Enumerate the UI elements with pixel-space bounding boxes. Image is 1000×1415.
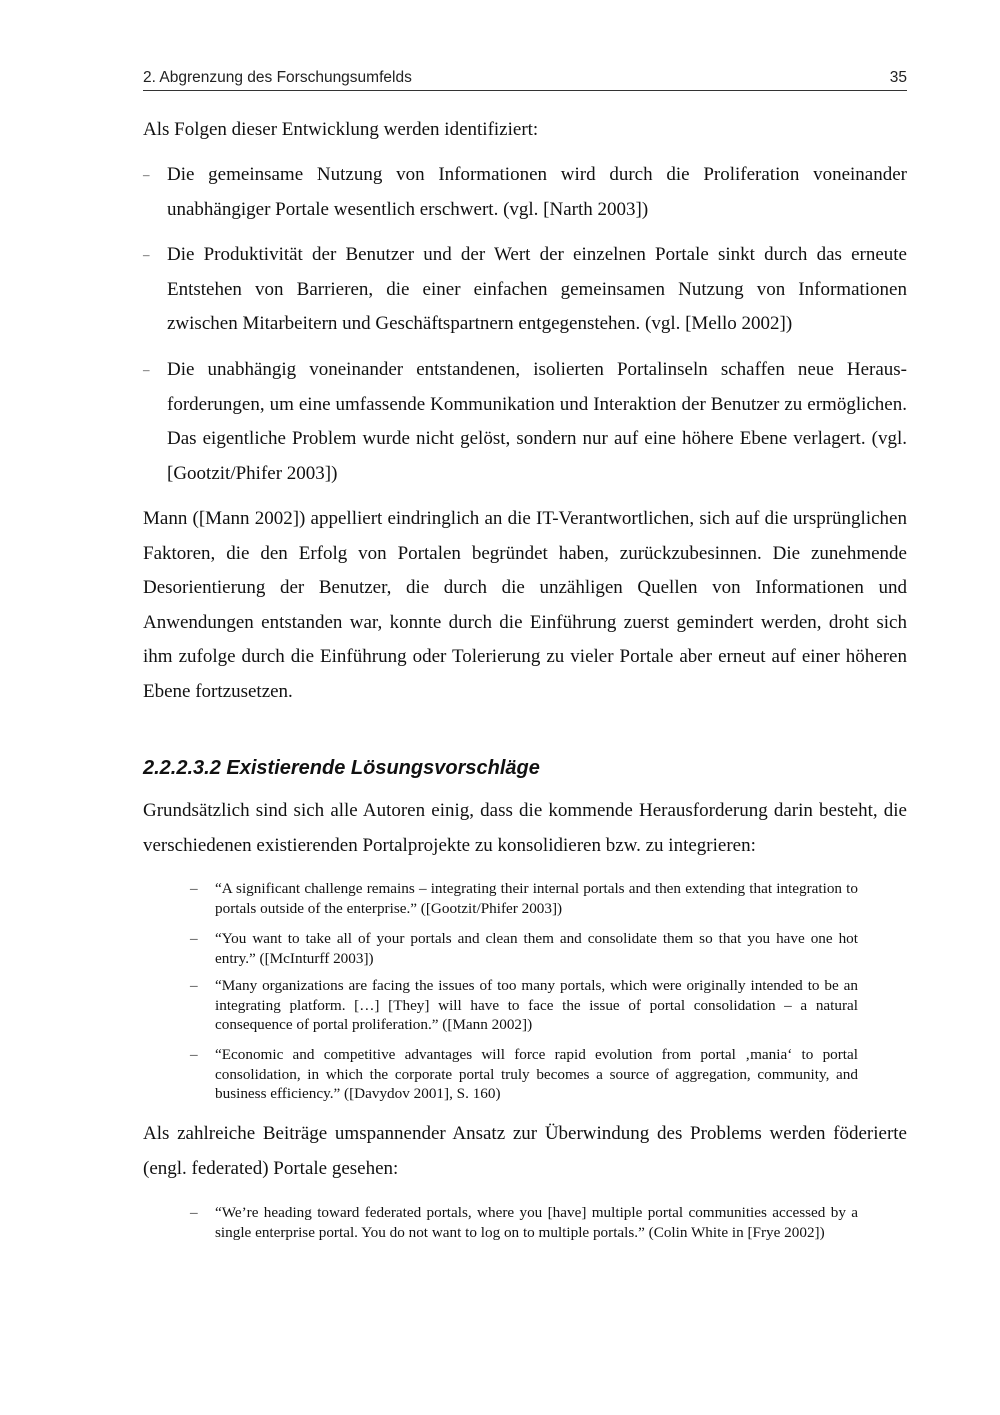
dash-bullet: – xyxy=(190,1204,198,1221)
dash-bullet: – xyxy=(190,977,198,994)
dash-bullet: – xyxy=(190,930,198,947)
running-header xyxy=(143,66,907,91)
dash-bullet: – xyxy=(143,362,150,377)
quote-text: “A significant challenge remains – integrating their internal portals and then extending that integration to portals outside of the enterprise.” ([Gootzit/Phifer 2003]) xyxy=(215,880,858,917)
dash-bullet: – xyxy=(190,880,198,897)
consequence-item xyxy=(143,353,907,491)
chapter-title: 2. Abgrenzung des Forschungsumfelds xyxy=(143,69,412,86)
quote-text: “We’re heading toward federated portals, where you [have] multiple portal communities accessed by a single enterprise portal. You do not want to log on to multiple portals.” (Colin White in [Frye 2002]) xyxy=(215,1204,858,1241)
quote-item xyxy=(190,1203,858,1242)
quote-text: “Many organizations are facing the issues of too many portals, which were originally intended to be an integrating platform. […] [They] will have to face the issue of portal consolidation – a natural consequence of portal proliferation.” ([Mann 2002]) xyxy=(215,977,858,1033)
intro-paragraph: Als Folgen dieser Entwicklung werden identifiziert: xyxy=(143,119,539,140)
quote-text: “You want to take all of your portals and clean them and consolidate them so that you have one hot entry.” ([McInturff 2003]) xyxy=(215,930,858,967)
quote-item xyxy=(190,976,858,1035)
quote-item xyxy=(190,929,858,968)
dash-bullet: – xyxy=(143,247,150,262)
quote-text: “Economic and competitive advantages will force rapid evolution from portal ‚mania‘ to portal consolidation, in which the corporate portal truly becomes a source of aggregation, community, and business efficiency.” ([Davydov 2001], S. 160) xyxy=(215,1046,858,1102)
consequence-text: Die unabhängig voneinander entstandenen, isolierten Portalinseln schaffen neue Herausforderungen, um eine umfassende Kommunikation und Interaktion der Benutzer zu ermöglichen. Das eigentliche Problem wurde nicht gelöst, sondern nur auf eine höhere Ebene verlagert. (vgl. [Gootzit/Phifer 2003]) xyxy=(167,359,907,484)
section-intro-paragraph: Grundsätzlich sind sich alle Autoren einig, dass die kommende Herausforderung darin besteht, die verschiedenen existierenden Portalprojekte zu konsolidieren bzw. zu integrieren: xyxy=(143,800,907,856)
consequence-text: Die gemeinsame Nutzung von Informationen wird durch die Proliferation voneinander unabhängiger Portale wesentlich erschwert. (vgl. [Narth 2003]) xyxy=(167,164,907,220)
consequence-text: Die Produktivität der Benutzer und der Wert der einzelnen Portale sinkt durch das erneute Entstehen von Barrieren, die einer einfachen gemeinsamen Nutzung von Informationen zwischen Mitarbeitern und Geschäftspartnern entgegenstehen. (vgl. [Mello 2002]) xyxy=(167,244,907,334)
section-heading: 2.2.2.3.2 Existierende Lösungsvorschläge xyxy=(143,757,540,779)
federated-intro-paragraph: Als zahlreiche Beiträge umspannender Ansatz zur Überwindung des Problems werden föderierte (engl. federated) Portale gesehen: xyxy=(143,1123,907,1179)
consequence-item xyxy=(143,238,907,342)
mann-paragraph: Mann ([Mann 2002]) appelliert eindringlich an die IT-Verantwortlichen, sich auf die ursprünglichen Faktoren, die den Erfolg von Portalen begründet haben, zurückzubesinnen. Die zunehmende Desorientierung der Benutzer, die durch die unzähligen Quellen von Informationen und Anwendungen entstanden war, konnte durch die Einführung zuerst gemindert werden, droht sich ihm zufolge durch die Einführung oder Tolerierung zu vieler Portale aber erneut auf einer höheren Ebene fortzusetzen. xyxy=(143,508,907,702)
page-number: 35 xyxy=(889,69,907,86)
quote-item xyxy=(190,1045,858,1104)
dash-bullet: – xyxy=(190,1046,198,1063)
quote-item xyxy=(190,879,858,918)
dash-bullet: – xyxy=(143,167,150,182)
consequence-item xyxy=(143,158,907,227)
